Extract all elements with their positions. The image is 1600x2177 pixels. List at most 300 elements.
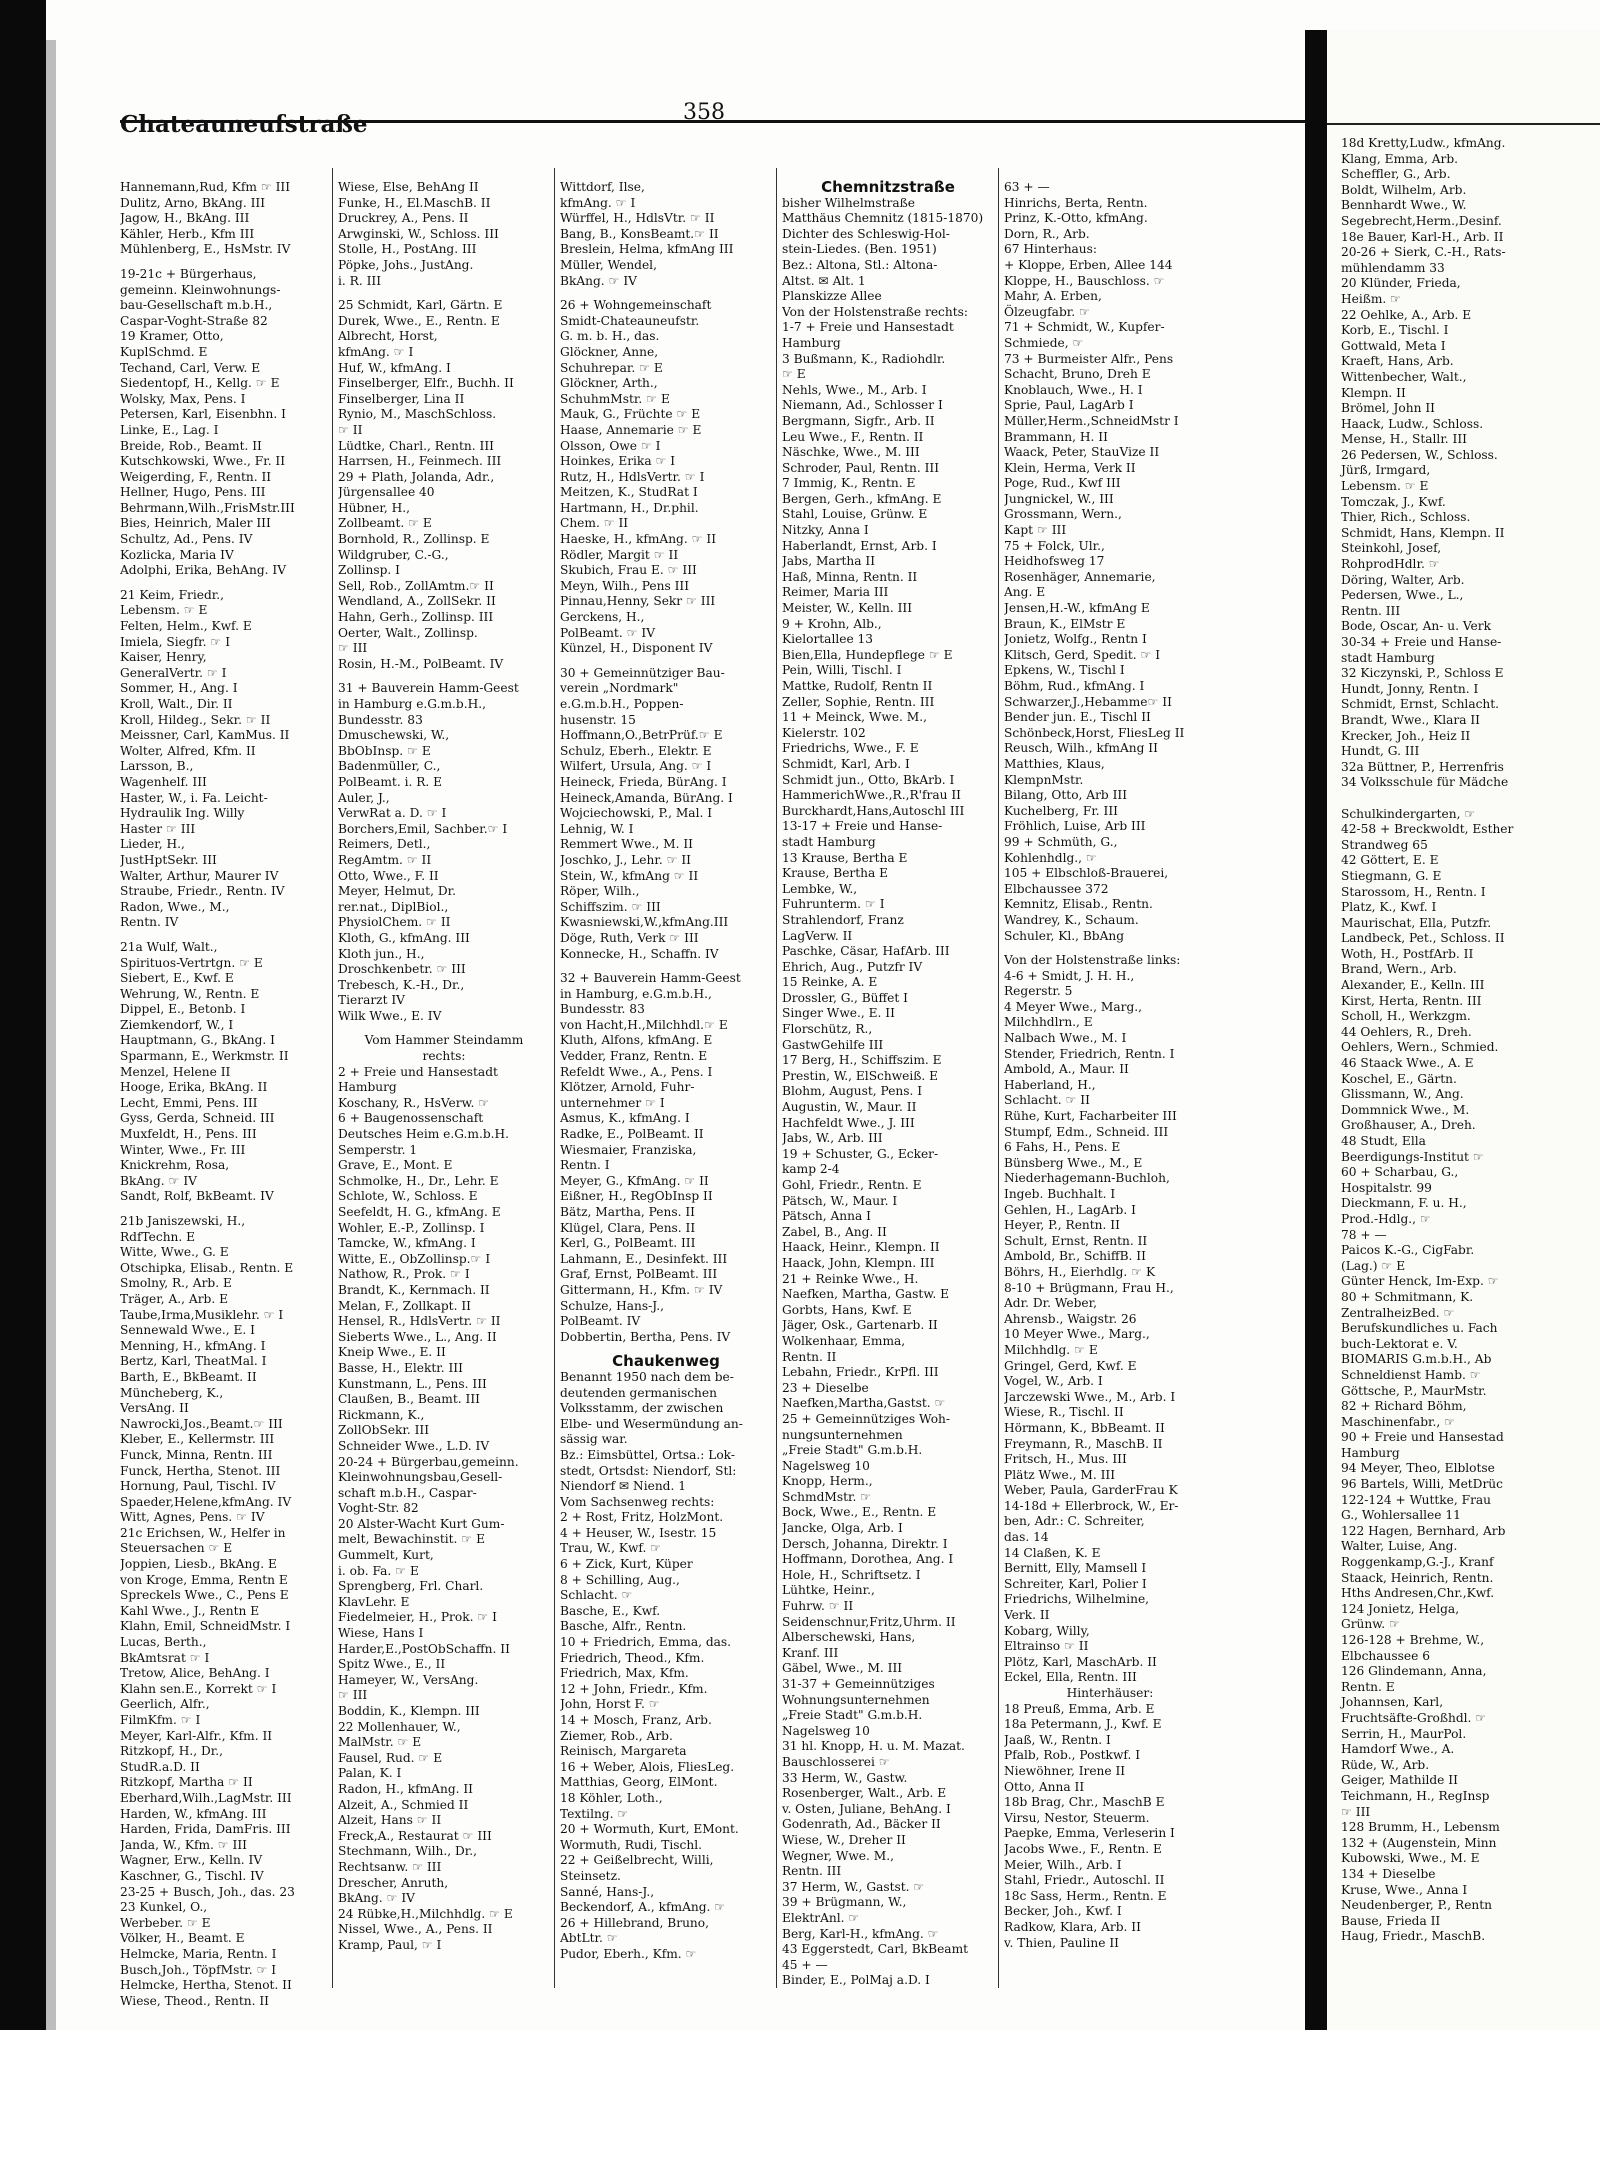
directory-entry-line: 18 Köhler, Loth., <box>560 1790 663 1805</box>
directory-entry-line: Deutsches Heim e.G.m.b.H. <box>338 1127 510 1142</box>
directory-entry-line: Ölzeugfabr. ☞ <box>1004 304 1090 319</box>
column-divider <box>554 168 555 1988</box>
directory-entry-line: Wiese, Theod., Rentn. II <box>120 1993 269 2008</box>
directory-entry-line: Sell, Rob., ZollAmtm.☞ II <box>338 578 494 593</box>
directory-entry-line: Koschel, E., Gärtn. <box>1341 1071 1457 1086</box>
directory-entry-line: Schulze, Hans-J., <box>560 1298 664 1313</box>
directory-entry-line: Becker, Joh., Kwf. I <box>1004 1904 1122 1919</box>
directory-entry-line: Klahn, Emil, SchneidMstr. I <box>120 1619 291 1634</box>
directory-entry-line: Janda, W., Kfm. ☞ III <box>120 1837 247 1852</box>
directory-entry-line: Bennhardt Wwe., W. <box>1341 198 1467 213</box>
directory-entry-line: 80 + Schmitmann, K. <box>1341 1289 1474 1304</box>
directory-entry-line: Schneldienst Hamb. ☞ <box>1341 1367 1481 1382</box>
directory-entry-line: Florschütz, R., <box>782 1022 873 1037</box>
directory-entry-line: Druckrey, A., Pens. II <box>338 211 469 226</box>
directory-entry-line: 19 Kramer, Otto, <box>120 329 224 344</box>
directory-entry-line: SchuhmMstr. ☞ E <box>560 391 670 406</box>
directory-entry-line: Hauptmann, G., BkAng. I <box>120 1033 275 1048</box>
directory-entry-line: 31-37 + Gemeinnütziges <box>782 1677 935 1691</box>
directory-entry-line: Segebrecht,Herm.,Desinf. <box>1341 213 1502 228</box>
directory-entry-line: 8-10 + Brügmann, Frau H., <box>1004 1280 1174 1295</box>
directory-entry-line: Näschke, Wwe., M. III <box>782 445 920 460</box>
directory-entry-line: BkAng. ☞ IV <box>338 1891 415 1906</box>
directory-entry-line: Huf, W., kfmAng. I <box>338 360 451 375</box>
street-section-heading: Chemnitzstraße <box>821 180 955 196</box>
directory-entry-line: Klötzer, Arnold, Fuhr- <box>560 1080 695 1095</box>
directory-entry-line: Kleinwohnungsbau,Gesell- <box>338 1470 503 1485</box>
directory-entry-line: sässig war. <box>560 1432 628 1447</box>
directory-entry-line: Trau, W., Kwf. ☞ <box>560 1541 662 1556</box>
directory-entry-line: Breide, Rob., Beamt. II <box>120 438 262 453</box>
directory-entry-line: LagVerw. II <box>782 928 853 943</box>
directory-entry-line: „Freie Stadt" G.m.b.H. <box>782 1443 923 1458</box>
directory-entry-line: BbObInsp. ☞ E <box>338 743 431 758</box>
directory-entry-line: Tamcke, W., kfmAng. I <box>338 1236 476 1251</box>
directory-entry-line: Ritzkopf, Martha ☞ II <box>120 1775 253 1790</box>
directory-entry-line: Spreckels Wwe., C., Pens E <box>120 1588 289 1603</box>
directory-entry-line: Klein, Herma, Verk II <box>1004 460 1136 475</box>
directory-entry-line <box>338 1024 550 1033</box>
directory-entry-line: Von der Holstenstraße links: <box>1004 953 1181 968</box>
directory-entry-line: 22 Oehlke, A., Arb. E <box>1341 307 1472 322</box>
directory-entry-line: mühlendamm 33 <box>1341 260 1445 275</box>
directory-entry-line: 126 Glindemann, Anna, <box>1341 1664 1487 1679</box>
directory-entry-line: 25 + Gemeinnütziges Woh- <box>782 1411 950 1426</box>
directory-entry-line: Mattke, Rudolf, Rentn II <box>782 679 933 693</box>
directory-entry-line: Schmidt, Hans, Klempn. II <box>1341 525 1505 540</box>
directory-entry-line: Refeldt Wwe., A., Pens. I <box>560 1064 713 1079</box>
directory-entry-line: 26 + Wohngemeinschaft <box>560 298 712 313</box>
directory-entry-line: 20 Alster-Wacht Kurt Gum- <box>338 1516 505 1531</box>
directory-entry-line: Grave, E., Mont. E <box>338 1158 453 1173</box>
directory-entry-line: Kielortallee 13 <box>782 632 874 647</box>
directory-entry-line: Poge, Rud., Kwf III <box>1004 476 1121 491</box>
directory-entry-line: 4-6 + Smidt, J. H. H., <box>1004 968 1135 983</box>
directory-entry-line: Nathow, R., Prok. ☞ I <box>338 1267 470 1282</box>
directory-entry-line: Bilang, Otto, Arb III <box>1004 788 1128 803</box>
directory-entry-line: Neudenberger, P., Rentn <box>1341 1898 1493 1913</box>
directory-entry-line: Winter, Wwe., Fr. III <box>120 1142 246 1157</box>
directory-entry-line: Kubowski, Wwe., M. E <box>1341 1851 1480 1866</box>
directory-entry-line: Drossler, G., Büffet I <box>782 990 908 1005</box>
directory-entry-line: 9 + Krohn, Alb., <box>782 616 882 631</box>
directory-entry-line: KlavLehr. E <box>338 1594 410 1609</box>
directory-entry-line: Landbeck, Pet., Schloss. II <box>1341 931 1505 946</box>
directory-entry-line: Meissner, Carl, KamMus. II <box>120 728 290 743</box>
directory-entry-line: Schulkindergarten, ☞ <box>1341 806 1476 821</box>
directory-entry-line: Friedrichs, Wwe., F. E <box>782 741 919 756</box>
directory-entry-line: das. 14 <box>1004 1530 1049 1545</box>
directory-entry-line: Taube,Irma,Musiklehr. ☞ I <box>120 1307 284 1322</box>
directory-entry-line: Singer Wwe., E. II <box>782 1006 895 1021</box>
book-gutter <box>1305 30 1327 2030</box>
directory-entry-line: Jacobs Wwe., F., Rentn. E <box>1004 1841 1162 1856</box>
directory-entry-line: 22 + Geißelbrecht, Willi, <box>560 1853 714 1868</box>
directory-entry-line: Pein, Willi, Tischl. I <box>782 663 902 678</box>
directory-entry-line: Zollinsp. I <box>338 563 400 578</box>
directory-entry-line: Geiger, Mathilde II <box>1341 1773 1458 1788</box>
directory-entry-line: Boldt, Wilhelm, Arb. <box>1341 182 1467 197</box>
directory-entry-line: Jungnickel, W., III <box>1004 491 1114 506</box>
directory-entry-line: Pöpke, Johs., JustAng. <box>338 257 474 272</box>
directory-entry-line: Naefken,Martha,Gastst. ☞ <box>782 1396 946 1411</box>
directory-entry-line: Müller,Herm.,SchneidMstr I <box>1004 413 1179 428</box>
directory-entry-line: Müller, Wendel, <box>560 257 657 272</box>
directory-entry-line: Kielerstr. 102 <box>782 725 866 740</box>
directory-entry-line: Seidenschnur,Fritz,Uhrm. II <box>782 1614 956 1629</box>
directory-entry-line: ZentralheizBed. ☞ <box>1341 1305 1455 1320</box>
directory-entry-line: RegAmtm. ☞ II <box>338 852 432 867</box>
directory-entry-line: Wildgruber, C.-G., <box>338 547 449 562</box>
directory-entry-line: Blohm, August, Pens. I <box>782 1084 923 1099</box>
directory-entry-line <box>338 672 550 681</box>
directory-entry-line: Planskizze Allee <box>782 289 882 304</box>
directory-entry-line: Wehrung, W., Rentn. E <box>120 986 260 1001</box>
directory-entry-line: Volksstamm, der zwischen <box>560 1401 724 1416</box>
directory-entry-line: Nawrocki,Jos.,Beamt.☞ III <box>120 1416 283 1431</box>
directory-entry-line: RdfTechn. E <box>120 1229 196 1244</box>
directory-entry-line: Künzel, H., Disponent IV <box>560 641 713 656</box>
directory-entry-line: Kloth, G., kfmAng. III <box>338 930 470 945</box>
directory-entry-line: Von der Holstenstraße rechts: <box>782 304 968 319</box>
directory-entry-line: Scholl, H., Werkzgm. <box>1341 1009 1471 1024</box>
directory-entry-line: Hydraulik Ing. Willy <box>120 806 245 821</box>
directory-entry-line: Haack, Heinr., Klempn. II <box>782 1240 940 1255</box>
directory-entry-line: Claußen, B., Beamt. III <box>338 1392 480 1407</box>
facing-page <box>1327 30 1600 2030</box>
directory-entry-line: ☞ III <box>338 1688 368 1703</box>
directory-entry-line: Maurischat, Ella, Putzfr. <box>1341 915 1492 930</box>
directory-entry-line <box>560 657 772 666</box>
directory-entry-line: Kaschner, G., Tischl. IV <box>120 1868 264 1883</box>
directory-entry-line <box>120 1205 328 1214</box>
directory-entry-line: Friedrich, Max, Kfm. <box>560 1666 689 1681</box>
directory-entry-line: Reusch, Wilh., kfmAng II <box>1004 741 1158 756</box>
directory-entry-line: Elbchaussee 372 <box>1004 881 1109 896</box>
directory-entry-line: Smidt-Chateauneufstr. <box>560 313 700 328</box>
page-edge-shadow <box>46 40 56 2030</box>
directory-entry-line: Kranf. III <box>782 1645 839 1660</box>
directory-entry-line: Hoffmann,O.,BetrPrüf.☞ E <box>560 728 723 743</box>
directory-entry-line: Hundt, Jonny, Rentn. I <box>1341 681 1479 696</box>
directory-entry-line: Wojciechowski, P., Mal. I <box>560 806 713 821</box>
directory-entry-line: Lucas, Berth., <box>120 1635 207 1650</box>
directory-entry-line: HammerichWwe.,R.,R'frau II <box>782 788 961 803</box>
directory-entry-line: Böhrs, H., Eierhdlg. ☞ K <box>1004 1264 1156 1279</box>
directory-entry-line: Wormuth, Rudi, Tischl. <box>560 1837 702 1852</box>
directory-entry-line: Felten, Helm., Kwf. E <box>120 619 252 634</box>
directory-entry-line: PolBeamt. i. R. E <box>338 774 443 789</box>
directory-entry-line <box>1004 944 1216 953</box>
directory-entry-line: Gohl, Friedr., Rentn. E <box>782 1178 922 1192</box>
directory-entry-line: BIOMARIS G.m.b.H., Ab <box>1341 1352 1492 1367</box>
directory-entry-line: Nagelsweg 10 <box>782 1458 870 1473</box>
directory-entry-line <box>1341 791 1513 807</box>
directory-entry-line: gemeinn. Kleinwohnungs- <box>120 282 281 297</box>
directory-entry-line: Hoinkes, Erika ☞ I <box>560 454 676 469</box>
directory-entry-line: Waack, Peter, StauVize II <box>1004 445 1160 460</box>
directory-entry-line: Prestin, W., ElSchweiß. E <box>782 1068 939 1083</box>
directory-entry-line: Schmidt, Ernst, Schlacht. <box>1341 697 1500 712</box>
directory-entry-line: 4 + Heuser, W., Isestr. 15 <box>560 1525 717 1540</box>
directory-entry-line: RohprodHdlr. ☞ <box>1341 557 1440 572</box>
directory-entry-line: rechts: <box>422 1049 466 1064</box>
directory-entry-line: Schlote, W., Schloss. E <box>338 1189 478 1204</box>
directory-entry-line: Hameyer, W., VersAng. <box>338 1672 479 1687</box>
directory-entry-line: Nissel, Wwe., A., Pens. II <box>338 1922 493 1937</box>
directory-entry-line: Friedrichs, Wilhelmine, <box>1004 1592 1150 1607</box>
directory-entry-line: bisher Wilhelmstraße <box>782 195 915 210</box>
directory-entry-line: Hinterhäuser: <box>1066 1686 1154 1700</box>
directory-entry-line: v. Thien, Pauline II <box>1004 1935 1119 1950</box>
directory-entry-line: Basse, H., Elektr. III <box>338 1360 463 1375</box>
directory-entry-line: Hamburg <box>1341 1445 1400 1460</box>
directory-entry-line: Nalbach Wwe., M. I <box>1004 1031 1127 1046</box>
directory-entry-line: e.G.m.b.H., Poppen- <box>560 697 684 711</box>
directory-entry-line: 30-34 + Freie und Hanse- <box>1341 635 1502 649</box>
directory-entry-line: Stein, W., kfmAng ☞ II <box>560 868 699 883</box>
directory-entry-line: Werbeber. ☞ E <box>120 1915 211 1930</box>
directory-entry-line: Elbe- und Wesermündung an- <box>560 1416 743 1431</box>
directory-entry-line: Ziemkendorf, W., I <box>120 1017 234 1032</box>
directory-entry-line: Glöckner, Arth., <box>560 376 658 391</box>
directory-entry-line: AbtLtr. ☞ <box>560 1931 618 1946</box>
directory-entry-line: Lüdtke, Charl., Rentn. III <box>338 438 494 453</box>
directory-entry-line: Bernitt, Elly, Mamsell I <box>1004 1561 1147 1576</box>
directory-entry-line: Klang, Emma, Arb. <box>1341 151 1458 166</box>
directory-entry-line: Schlacht. ☞ II <box>1004 1093 1090 1108</box>
directory-entry-line: Steuersachen ☞ E <box>120 1541 233 1556</box>
directory-entry-line: Wolter, Alfred, Kfm. II <box>120 743 256 758</box>
directory-entry-line: Gehlen, H., LagArb. I <box>1004 1202 1136 1217</box>
directory-entry-line: Haack, Ludw., Schloss. <box>1341 416 1484 431</box>
directory-entry-line: 20-26 + Sierk, C.-H., Rats- <box>1341 245 1506 260</box>
directory-entry-line: Brömel, John II <box>1341 401 1435 416</box>
directory-entry-line: Funke, H., El.MaschB. II <box>338 195 491 210</box>
directory-entry-line: Bauschlosserei ☞ <box>782 1754 890 1769</box>
directory-entry-line: 21b Janiszewski, H., <box>120 1214 246 1228</box>
directory-entry-line: 23 Kunkel, O., <box>120 1900 208 1915</box>
directory-entry-line: stein-Liedes. (Ben. 1951) <box>782 242 937 257</box>
directory-entry-line: Hooge, Erika, BkAng. II <box>120 1080 268 1095</box>
directory-entry-line: 78 + — <box>1341 1227 1387 1242</box>
directory-entry-line: Spaeder,Helene,kfmAng. IV <box>120 1494 292 1509</box>
directory-entry-line: Röper, Wilh., <box>560 884 640 899</box>
page-street-title: Chateauneufstraße <box>120 111 368 138</box>
directory-entry-line: Hannemann,Rud, Kfm ☞ III <box>120 180 291 194</box>
directory-entry-line: Trebesch, K.-H., Dr., <box>338 977 465 992</box>
directory-entry-line: KlempnMstr. <box>1004 772 1084 787</box>
directory-entry-line: Eckel, Ella, Rentn. III <box>1004 1670 1137 1685</box>
directory-entry-line: Lembke, W., <box>782 881 858 896</box>
directory-entry-line: 46 Staack Wwe., A. E <box>1341 1056 1474 1071</box>
directory-entry-line: Haster, W., i. Fa. Leicht- <box>120 790 268 805</box>
directory-entry-line: Roggenkamp,G.-J., Kranf <box>1341 1555 1494 1570</box>
directory-entry-line: Würffel, H., HdlsVtr. ☞ II <box>560 211 715 226</box>
directory-entry-line: Wiese, W., Dreher II <box>782 1832 906 1847</box>
directory-entry-line: kfmAng. ☞ I <box>338 344 414 359</box>
directory-entry-line: Kroll, Hildeg., Sekr. ☞ II <box>120 712 271 727</box>
directory-entry-line: Wiese, R., Tischl. II <box>1004 1405 1124 1420</box>
directory-entry-line: Tomczak, J., Kwf. <box>1341 494 1446 509</box>
directory-entry-line: Strahlendorf, Franz <box>782 912 904 927</box>
directory-entry-line: 105 + Elbschloß-Brauerei, <box>1004 866 1169 881</box>
directory-entry-line: Hths Andresen,Chr.,Kwf. <box>1341 1586 1495 1601</box>
directory-entry-line: unternehmer ☞ I <box>560 1095 665 1110</box>
directory-entry-line: Wegner, Wwe. M., <box>782 1848 894 1863</box>
directory-entry-line: Ziemer, Rob., Arb. <box>560 1728 673 1743</box>
directory-entry-line: Bender jun. E., Tischl II <box>1004 710 1151 725</box>
directory-entry-line: Vogel, W., Arb. I <box>1004 1374 1103 1389</box>
directory-entry-line: 67 Hinterhaus: <box>1004 242 1098 257</box>
directory-entry-line: Funck, Minna, Rentn. III <box>120 1447 273 1462</box>
directory-entry-line: Hinrichs, Berta, Rentn. <box>1004 195 1148 210</box>
directory-entry-line: Ingeb. Buchhalt. I <box>1004 1187 1116 1201</box>
directory-entry-line: Platz, K., Kwf. I <box>1341 900 1437 915</box>
directory-entry-line: Kraeft, Hans, Arb. <box>1341 354 1454 369</box>
directory-entry-line: Plötz, Karl, MaschArb. II <box>1004 1654 1157 1669</box>
directory-entry-line: Bez.: Altona, Stl.: Altona- <box>782 257 938 272</box>
directory-entry-line: Scheffler, G., Arb. <box>1341 167 1451 182</box>
directory-entry-line: Leu Wwe., F., Rentn. II <box>782 429 924 444</box>
directory-entry-line: Knoblauch, Wwe., H. I <box>1004 382 1143 397</box>
directory-entry-line: 25 Schmidt, Karl, Gärtn. E <box>338 298 503 313</box>
directory-entry-line: Hartmann, H., Dr.phil. <box>560 500 699 515</box>
directory-entry-line: 23-25 + Busch, Joh., das. 23 <box>120 1884 295 1899</box>
directory-entry-line: Nitzky, Anna I <box>782 523 869 538</box>
directory-entry-line: Rynio, M., MaschSchloss. <box>338 407 497 422</box>
directory-entry-line: Durek, Wwe., E., Rentn. E <box>338 313 500 328</box>
directory-entry-line: Fuhrw. ☞ II <box>782 1599 854 1614</box>
directory-entry-line: Mahr, A. Erben, <box>1004 289 1102 304</box>
directory-entry-line: Kroll, Walt., Dir. II <box>120 697 233 711</box>
directory-entry-line: stedt, Ortsdst: Niendorf, Stl: <box>560 1463 737 1478</box>
directory-entry-line: Droschkenbetr. ☞ III <box>338 962 466 977</box>
directory-entry-line: 1-7 + Freie und Hansestadt <box>782 320 954 335</box>
directory-entry-line: Funck, Hertha, Stenot. III <box>120 1463 281 1478</box>
directory-entry-line: 2 + Rost, Fritz, HolzMont. <box>560 1510 724 1525</box>
directory-entry-line: 94 Meyer, Theo, Elblotse <box>1341 1461 1495 1476</box>
directory-entry-line: stadt Hamburg <box>1341 650 1435 665</box>
directory-entry-line: 32a Büttner, P., Herrenfris <box>1341 759 1504 774</box>
directory-entry-line: Kloth jun., H., <box>338 946 425 961</box>
directory-entry-line: 45 + — <box>782 1957 828 1972</box>
directory-entry-line: 23 + Dieselbe <box>782 1380 869 1395</box>
directory-entry-line: 90 + Freie und Hansestad <box>1341 1430 1504 1445</box>
directory-entry-line: ZollObSekr. III <box>338 1423 430 1438</box>
directory-entry-line: Weber, Paula, GarderFrau K <box>1004 1483 1178 1498</box>
directory-entry-line: Rentn. IV <box>120 915 179 930</box>
directory-entry-line: Smolny, R., Arb. E <box>120 1276 232 1291</box>
directory-entry-line: 99 + Schmüth, G., <box>1004 834 1118 849</box>
directory-page <box>56 40 1305 2030</box>
directory-entry-line: Naefken, Martha, Gastw. E <box>782 1287 949 1302</box>
directory-entry-line: Mauk, G., Früchte ☞ E <box>560 407 701 422</box>
directory-column-4 <box>782 180 994 1989</box>
directory-entry-line: Prinz, K.-Otto, kfmAng. <box>1004 211 1148 226</box>
directory-entry-line: ☞ E <box>782 367 806 382</box>
directory-entry-line: Mense, H., Stallr. III <box>1341 432 1467 447</box>
directory-entry-line: buch-Lektorat e. V. <box>1341 1336 1458 1351</box>
directory-entry-line: 3 Bußmann, K., Radiohdlr. <box>782 351 946 366</box>
directory-entry-line: Steinsetz. <box>560 1868 621 1883</box>
directory-entry-line: Kahl Wwe., J., Rentn E <box>120 1603 260 1618</box>
directory-entry-line: Larsson, B., <box>120 759 194 774</box>
directory-entry-line: melt, Bewachinstit. ☞ E <box>338 1532 485 1547</box>
directory-entry-line: 30 + Gemeinnütziger Bau- <box>560 665 725 680</box>
directory-entry-line: Wohler, E.-P., Zollinsp. I <box>338 1220 485 1235</box>
directory-entry-line: Kohlenhdlg., ☞ <box>1004 850 1097 865</box>
directory-entry-line: Mühlenberg, E., HsMstr. IV <box>120 242 291 257</box>
directory-entry-line: Reinisch, Margareta <box>560 1744 687 1759</box>
directory-entry-line: Gyss, Gerda, Schneid. III <box>120 1111 275 1126</box>
directory-entry-line: KuplSchmd. E <box>120 344 208 359</box>
directory-entry-line: Serrin, H., MaurPol. <box>1341 1726 1467 1741</box>
directory-entry-line: Heineck,Amanda, BürAng. I <box>560 790 733 805</box>
directory-entry-line: Jensen,H.-W., kfmAng E <box>1004 601 1150 616</box>
directory-entry-line: Ahrensb., Waigstr. 26 <box>1004 1311 1137 1326</box>
directory-entry-line: Meyn, Wilh., Pens III <box>560 578 690 593</box>
directory-entry-line: Hole, H., Schriftsetz. I <box>782 1567 921 1582</box>
directory-entry-line: Rentn. E <box>1341 1679 1395 1694</box>
directory-entry-line: Imiela, Siegfr. ☞ I <box>120 634 231 649</box>
directory-entry-line: 18d Kretty,Ludw., kfmAng. <box>1341 136 1506 150</box>
directory-entry-line: 14 + Mosch, Franz, Arb. <box>560 1713 712 1727</box>
directory-entry-line: 2 + Freie und Hansestadt <box>338 1064 498 1079</box>
directory-entry-line: 75 + Folck, Ulr., <box>1004 538 1105 553</box>
directory-entry-line: 18e Bauer, Karl-H., Arb. II <box>1341 229 1504 244</box>
directory-entry-line: Voght-Str. 82 <box>338 1501 419 1516</box>
directory-entry-line: Schmidt, Karl, Arb. I <box>782 756 910 771</box>
directory-entry-line: Bergmann, Sigfr., Arb. II <box>782 413 935 428</box>
directory-entry-line: Haberlandt, Ernst, Arb. I <box>782 538 937 553</box>
directory-entry-line: Thier, Rich., Schloss. <box>1341 510 1471 525</box>
directory-entry-line: 20 + Wormuth, Kurt, EMont. <box>560 1822 739 1837</box>
directory-entry-line: Sieberts Wwe., L., Ang. II <box>338 1329 497 1344</box>
directory-entry-line: Schmidt jun., Otto, BkArb. I <box>782 772 955 787</box>
directory-entry-line: 6 + Baugenossenschaft <box>338 1111 484 1126</box>
directory-entry-line: deutenden germanischen <box>560 1385 717 1400</box>
directory-entry-line: Jonietz, Wolfg., Rentn I <box>1004 632 1147 647</box>
directory-entry-line: Jürgensallee 40 <box>338 485 435 500</box>
directory-entry-line: Boddin, K., Klempn. III <box>338 1704 480 1718</box>
directory-entry-line: Kruse, Wwe., Anna I <box>1341 1882 1468 1897</box>
directory-entry-line: Kutschkowski, Wwe., Fr. II <box>120 454 286 469</box>
directory-entry-line: Kemnitz, Elisab., Rentn. <box>1004 897 1153 912</box>
directory-entry-line: Alzeit, A., Schmied II <box>338 1797 469 1812</box>
directory-entry-line: PolBeamt. ☞ IV <box>560 625 655 640</box>
directory-entry-line: Rosenhäger, Annemarie, <box>1004 569 1156 584</box>
directory-entry-line: v. Osten, Juliane, BehAng. I <box>782 1801 951 1816</box>
directory-entry-line: 6 Fahs, H., Pens. E <box>1004 1140 1121 1155</box>
directory-entry-line: Schreiter, Karl, Polier I <box>1004 1576 1147 1591</box>
directory-entry-line: Hachfeldt Wwe., J. III <box>782 1115 915 1130</box>
page-number: 358 <box>683 100 725 125</box>
directory-entry-line: Vom Sachsenweg rechts: <box>560 1494 715 1509</box>
directory-entry-line: Augustin, W., Maur. II <box>782 1100 917 1115</box>
directory-entry-line: Vom Hammer Steindamm <box>364 1033 524 1048</box>
directory-entry-line: Dommnick Wwe., M. <box>1341 1102 1470 1117</box>
directory-entry-line: Rechtsanw. ☞ III <box>338 1859 442 1874</box>
directory-entry-line: 128 Brumm, H., Lebensm <box>1341 1820 1500 1835</box>
directory-entry-line: Glöckner, Anne, <box>560 344 659 359</box>
directory-entry-line: Ambold, Br., SchiffB. II <box>1004 1249 1146 1264</box>
directory-entry-line: Dichter des Schleswig-Hol- <box>782 226 950 241</box>
directory-entry-line: Barth, E., BkBeamt. II <box>120 1369 257 1384</box>
directory-entry-line: Elbchaussee 6 <box>1341 1648 1430 1663</box>
directory-entry-line: Schiffszim. ☞ III <box>560 899 661 914</box>
directory-entry-line: Knopp, Herm., <box>782 1474 873 1489</box>
